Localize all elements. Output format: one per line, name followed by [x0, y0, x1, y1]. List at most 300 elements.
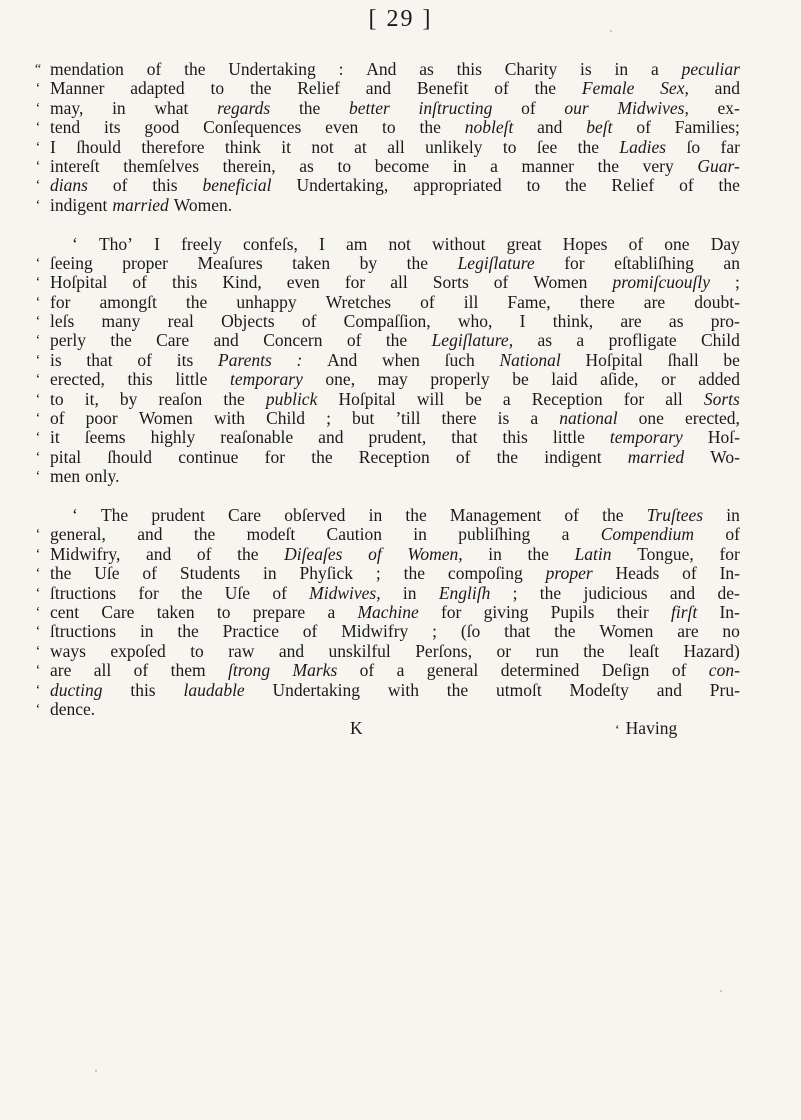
- word: a: [650, 59, 659, 79]
- word: taken: [156, 601, 195, 622]
- word: but: [352, 408, 375, 429]
- word: Pupils: [550, 601, 595, 622]
- text-line: [35, 660, 740, 681]
- word: ſhall: [667, 349, 699, 370]
- word: of: [132, 272, 147, 293]
- word: firſt: [670, 601, 698, 622]
- word: Management: [449, 504, 542, 525]
- word: :: [338, 59, 344, 79]
- word: and: [656, 679, 682, 700]
- quote-mark: ‘: [35, 120, 41, 136]
- word: Reception: [531, 388, 603, 409]
- text-line: [35, 272, 740, 293]
- word: the: [539, 582, 562, 603]
- word: Deſign: [601, 660, 650, 681]
- word: little: [175, 369, 208, 390]
- word: the: [534, 78, 557, 99]
- quote-mark: ‘: [35, 178, 41, 194]
- word: Reception: [358, 446, 430, 467]
- word: be: [512, 369, 529, 390]
- word: pro-: [710, 311, 740, 332]
- word: in: [112, 97, 126, 118]
- word: Care: [101, 601, 135, 622]
- word: indigent: [50, 194, 108, 215]
- word: their: [616, 601, 649, 622]
- word: I: [319, 233, 325, 254]
- word: of: [272, 582, 287, 603]
- word: is: [497, 408, 510, 429]
- word: very: [642, 155, 674, 176]
- word: of: [368, 543, 382, 564]
- word: con-: [708, 660, 740, 681]
- word: manner: [521, 155, 574, 176]
- word: Truſtees: [646, 504, 704, 525]
- text-line: [35, 543, 740, 564]
- word: the: [577, 136, 600, 157]
- word: its: [103, 117, 121, 138]
- word: of: [302, 621, 318, 642]
- word: raw: [228, 640, 255, 661]
- word: of: [682, 563, 697, 584]
- word: or: [496, 640, 512, 661]
- word: the: [405, 504, 427, 525]
- text-line: [35, 427, 740, 448]
- text-line: [35, 311, 740, 332]
- word: Fame,: [507, 291, 551, 312]
- word: of: [142, 563, 157, 584]
- word: proper: [545, 563, 593, 584]
- word: ſtructions: [50, 621, 117, 642]
- word: is: [580, 59, 592, 79]
- word: all: [387, 136, 405, 157]
- word: and: [137, 524, 163, 545]
- word: what: [154, 97, 189, 118]
- word: ſtrong: [228, 660, 271, 681]
- word: Undertaking,: [296, 175, 389, 196]
- word: great: [506, 233, 542, 254]
- word: the: [718, 175, 740, 196]
- quote-mark: ‘: [35, 275, 41, 291]
- word: of: [196, 543, 212, 564]
- word: Students: [179, 563, 241, 584]
- text-line: [35, 466, 740, 487]
- word: for: [564, 252, 585, 273]
- word: tend: [50, 117, 81, 138]
- quote-mark: ‘: [35, 604, 41, 620]
- word: not: [388, 233, 411, 254]
- word: this: [502, 427, 528, 448]
- text-line: [35, 679, 740, 700]
- text-line: [35, 369, 740, 390]
- word: I: [154, 233, 160, 254]
- word: for: [50, 291, 71, 312]
- text-line: [35, 524, 740, 545]
- word: ex-: [717, 97, 740, 118]
- word: ‘: [72, 504, 78, 525]
- word: properly: [430, 369, 490, 390]
- quote-mark: ‘: [615, 723, 620, 739]
- text-line: [35, 194, 740, 215]
- word: without: [432, 233, 486, 254]
- word: ſhould: [107, 446, 153, 467]
- word: Midwifry: [341, 621, 409, 642]
- word: to: [382, 117, 396, 138]
- word: be: [723, 349, 740, 370]
- quote-mark: ‘: [35, 197, 41, 213]
- page-number: [ 29 ]: [368, 6, 433, 32]
- word: Compaſſion,: [343, 311, 431, 332]
- text-line: [35, 291, 740, 312]
- word: Women: [138, 408, 193, 429]
- word: ’till: [395, 408, 421, 429]
- quote-mark: ‘: [35, 624, 41, 640]
- word: the: [177, 621, 199, 642]
- word: modeſt: [246, 524, 296, 545]
- text-line: [35, 698, 740, 719]
- word: Concern: [263, 330, 323, 351]
- word: in: [614, 59, 629, 79]
- word: Hazard): [683, 640, 740, 661]
- word: ill: [463, 291, 479, 312]
- word: and: [537, 117, 563, 138]
- word: that: [451, 427, 478, 448]
- word: of: [725, 524, 740, 545]
- word: a: [396, 660, 405, 681]
- word: the: [185, 291, 208, 312]
- word: doubt-: [694, 291, 740, 312]
- word: ſuch: [444, 349, 475, 370]
- word: is: [50, 349, 62, 370]
- word: Care: [156, 330, 190, 351]
- word: of: [521, 97, 536, 118]
- word: for: [623, 388, 645, 409]
- word: Kind,: [222, 272, 262, 293]
- word: the: [496, 446, 519, 467]
- word: who,: [457, 311, 493, 332]
- word: The: [100, 504, 129, 525]
- word: cent: [50, 601, 80, 622]
- word: with: [387, 679, 419, 700]
- word: Day: [710, 233, 740, 254]
- text-line: [35, 446, 740, 467]
- quote-mark: ‘: [35, 430, 41, 446]
- word: prudent: [151, 504, 205, 525]
- word: freely: [181, 233, 222, 254]
- word: them: [170, 660, 206, 681]
- word: as: [419, 59, 434, 79]
- word: at: [354, 136, 367, 157]
- quote-mark: ‘: [35, 701, 41, 717]
- word: married: [112, 194, 169, 215]
- quote-mark: ‘: [35, 566, 41, 582]
- paragraph-gap: [50, 487, 740, 506]
- word: unlikely: [425, 136, 483, 157]
- word: judicious: [583, 582, 648, 603]
- word: eſtabliſhing: [614, 252, 694, 273]
- word: Charity: [504, 59, 558, 79]
- word: Women,: [407, 543, 463, 564]
- text-line: [35, 640, 740, 661]
- word: mendation: [50, 59, 124, 79]
- word: in: [488, 543, 502, 564]
- word: Machine: [357, 601, 419, 622]
- word: ſo: [686, 136, 701, 157]
- word: the: [311, 446, 333, 467]
- word: Sex,: [660, 78, 689, 99]
- word: temporary: [609, 427, 683, 448]
- word: of: [137, 349, 152, 370]
- quote-mark: ‘: [35, 585, 41, 601]
- word: and: [213, 330, 239, 351]
- word: of: [146, 59, 162, 79]
- word: perly: [50, 330, 86, 351]
- word: ;: [375, 563, 381, 584]
- word: Relief: [297, 78, 340, 99]
- word: unskilful: [328, 640, 391, 661]
- word: laudable: [183, 679, 245, 700]
- word: ways: [50, 640, 86, 661]
- word: dians: [50, 175, 88, 196]
- word: amongſt: [99, 291, 157, 312]
- word: of: [112, 175, 128, 196]
- word: and: [145, 543, 172, 564]
- text-line: [35, 582, 740, 603]
- word: themſelves: [123, 155, 200, 176]
- word: Relief: [611, 175, 655, 196]
- word: in: [413, 524, 427, 545]
- word: far: [720, 136, 740, 157]
- word: Women: [533, 272, 588, 293]
- word: it: [281, 136, 291, 157]
- text-line: [35, 349, 740, 370]
- word: for: [344, 272, 366, 293]
- word: the: [583, 640, 605, 661]
- word: Engliſh: [438, 582, 491, 603]
- word: appropriated: [413, 175, 502, 196]
- word: only.: [85, 466, 120, 487]
- word: no: [722, 621, 740, 642]
- word: as: [537, 330, 553, 351]
- quote-mark: ‘: [35, 449, 41, 465]
- word: Midwifry,: [50, 543, 121, 564]
- word: prudent,: [368, 427, 427, 448]
- word: Hopes: [562, 233, 608, 254]
- word: nobleſt: [464, 117, 514, 138]
- catchword: [615, 719, 677, 740]
- word: of: [628, 233, 644, 254]
- word: one: [638, 408, 664, 429]
- word: Heads: [615, 563, 660, 584]
- word: for: [264, 446, 286, 467]
- word: and: [278, 640, 305, 661]
- word: to: [210, 78, 225, 99]
- word: there: [441, 408, 477, 429]
- word: all: [93, 660, 112, 681]
- word: with: [213, 408, 246, 429]
- word: for: [138, 582, 159, 603]
- word: may: [377, 369, 408, 390]
- word: determined: [500, 660, 580, 681]
- word: a: [490, 155, 498, 176]
- word: In-: [719, 563, 740, 584]
- word: to: [190, 640, 204, 661]
- paper-speck: [95, 1070, 97, 1072]
- quote-mark: ‘: [35, 100, 41, 116]
- word: erected,: [50, 369, 105, 390]
- word: that: [504, 621, 531, 642]
- word: and: [669, 582, 696, 603]
- word: Families;: [674, 117, 740, 138]
- word: as: [668, 311, 684, 332]
- word: ;: [432, 621, 437, 642]
- word: of: [346, 330, 362, 351]
- word: this: [456, 59, 482, 79]
- word: there: [579, 291, 615, 312]
- word: national: [559, 408, 618, 429]
- word: Diſeaſes: [284, 543, 343, 564]
- word: little: [552, 427, 585, 448]
- word: the: [403, 563, 426, 584]
- word: Child: [700, 330, 740, 351]
- word: are: [620, 311, 642, 332]
- word: become: [374, 155, 430, 176]
- text-line: [50, 506, 740, 525]
- word: publiſhing: [458, 524, 531, 545]
- word: of: [420, 291, 435, 312]
- quote-mark: ‘: [35, 469, 41, 485]
- text-line: [35, 388, 740, 409]
- word: Uſe: [224, 582, 251, 603]
- text-line: [35, 408, 740, 429]
- word: the: [249, 78, 272, 99]
- word: promiſcuouſly: [612, 272, 710, 293]
- word: a: [576, 330, 585, 351]
- word: Legiſlature: [457, 252, 535, 273]
- quote-mark: ‘: [35, 372, 41, 388]
- text-line: [50, 235, 740, 254]
- word: of: [455, 446, 471, 467]
- word: regards: [217, 97, 271, 118]
- quote-mark: ‘: [35, 139, 41, 155]
- word: one,: [325, 369, 356, 390]
- quote-mark: “: [34, 62, 42, 77]
- word: Wretches: [325, 291, 392, 312]
- text-line: [34, 59, 740, 79]
- word: compoſing: [447, 563, 523, 584]
- word: Undertaking: [228, 59, 316, 79]
- word: this: [172, 272, 198, 293]
- word: are: [677, 621, 699, 642]
- word: the: [446, 679, 469, 700]
- word: think: [224, 136, 261, 157]
- word: all: [665, 388, 683, 409]
- word: all: [390, 272, 408, 293]
- word: expoſed: [110, 640, 166, 661]
- quote-mark: ‘: [35, 682, 41, 698]
- word: beneficial: [202, 175, 272, 196]
- word: Meaſures: [197, 252, 263, 273]
- word: am: [346, 233, 368, 254]
- word: a: [530, 408, 539, 429]
- word: the: [184, 59, 206, 79]
- word: an: [723, 252, 740, 273]
- word: Legiſlature,: [431, 330, 514, 351]
- word: peculiar: [681, 59, 740, 79]
- word: proper: [122, 252, 168, 273]
- word: in: [402, 582, 417, 603]
- word: it,: [84, 388, 99, 409]
- word: in: [139, 621, 154, 642]
- word: indigent: [544, 446, 602, 467]
- word: the: [193, 524, 216, 545]
- word: Benefit: [416, 78, 469, 99]
- text-line: [35, 78, 740, 99]
- word: profligate: [608, 330, 677, 351]
- word: run: [535, 640, 559, 661]
- quote-mark: ‘: [35, 255, 41, 271]
- word: intereſt: [50, 155, 100, 176]
- paper-speck: [610, 30, 612, 32]
- word: Parents: [218, 349, 272, 370]
- word: to: [526, 175, 541, 196]
- word: Female: [581, 78, 635, 99]
- word: Care: [227, 504, 262, 525]
- word: to: [337, 155, 352, 176]
- word: married: [627, 446, 685, 467]
- word: Caution: [326, 524, 382, 545]
- word: laid: [551, 369, 578, 390]
- word: poor: [85, 408, 118, 429]
- quote-mark: ‘: [35, 333, 41, 349]
- word: the: [50, 563, 72, 584]
- word: temporary: [229, 369, 303, 390]
- word: when: [381, 349, 420, 370]
- text-line: [35, 601, 740, 622]
- word: the: [181, 582, 203, 603]
- word: Marks: [292, 660, 338, 681]
- word: Tho’: [98, 233, 133, 254]
- word: leſs: [50, 311, 75, 332]
- word: Hoſ-: [707, 427, 740, 448]
- word: Modeſty: [569, 679, 629, 700]
- word: real: [167, 311, 194, 332]
- word: of: [564, 504, 579, 525]
- word: And: [327, 349, 358, 370]
- word: by: [119, 388, 138, 409]
- word: of: [133, 660, 149, 681]
- word: will: [416, 388, 445, 409]
- word: even: [286, 272, 320, 293]
- word: Sorts: [432, 272, 469, 293]
- word: ‘: [72, 233, 78, 254]
- word: of: [50, 408, 65, 429]
- word: think,: [552, 311, 594, 332]
- word: to: [50, 388, 64, 409]
- quote-mark: ‘: [35, 411, 41, 427]
- word: Phyſick: [299, 563, 354, 584]
- word: obſerved: [284, 504, 346, 525]
- word: erected,: [685, 408, 740, 429]
- word: Hoſpital: [50, 272, 108, 293]
- word: ſeems: [84, 427, 126, 448]
- word: its: [176, 349, 194, 370]
- word: (ſo: [460, 621, 481, 642]
- word: Hoſpital: [338, 388, 396, 409]
- word: therein,: [222, 155, 276, 176]
- text-line: [35, 136, 740, 157]
- word: highly: [150, 427, 196, 448]
- word: and: [714, 78, 740, 99]
